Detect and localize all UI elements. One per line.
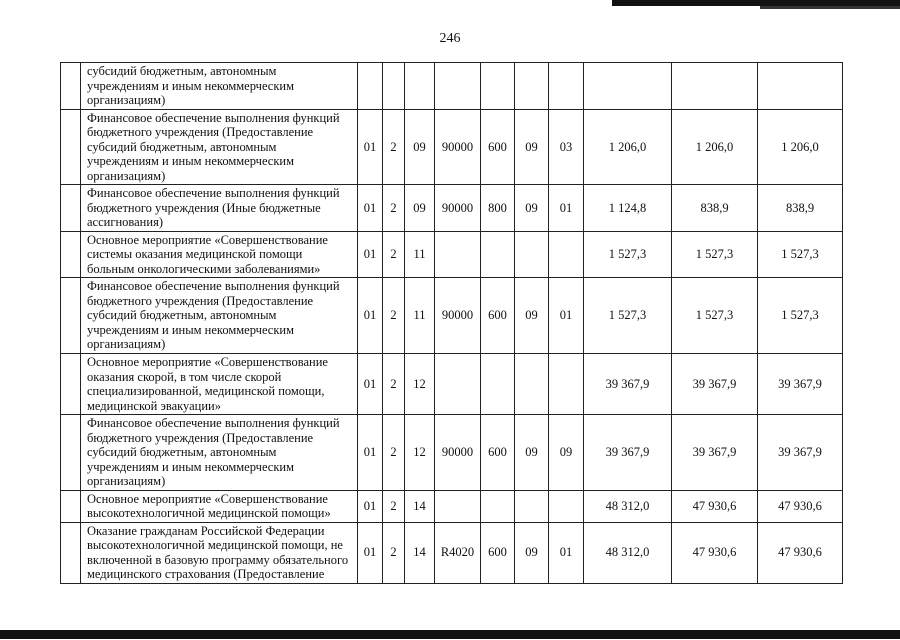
amount-year3-cell: 1 527,3 bbox=[758, 231, 843, 278]
amount-year2-cell: 838,9 bbox=[672, 185, 758, 232]
amount-year1-cell: 39 367,9 bbox=[584, 354, 672, 415]
row-description-cell: Оказание гражданам Российской Федерации высокотехнологичной медицинской помощи, не включенной в базовую программу обязательного медицинского страхования (Предоставление bbox=[81, 522, 358, 583]
amount-year2-cell: 39 367,9 bbox=[672, 354, 758, 415]
code-activity-cell: 11 bbox=[405, 231, 435, 278]
code-expense-type-cell bbox=[481, 354, 515, 415]
code-activity-cell: 12 bbox=[405, 354, 435, 415]
code-subsection-cell: 09 bbox=[549, 415, 584, 491]
amount-year2-cell: 1 527,3 bbox=[672, 231, 758, 278]
row-description-cell: Основное мероприятие «Совершенствование оказания скорой, в том числе скорой специализированной, медицинской помощи, медицинской эвакуации» bbox=[81, 354, 358, 415]
code-subsection-cell bbox=[549, 354, 584, 415]
code-program-cell: 01 bbox=[358, 109, 383, 185]
code-activity-cell: 09 bbox=[405, 185, 435, 232]
code-direction-cell bbox=[435, 490, 481, 522]
code-activity-cell: 09 bbox=[405, 109, 435, 185]
row-description-cell: субсидий бюджетным, автономным учреждениям и иным некоммерческим организациям) bbox=[81, 63, 358, 110]
table-row bbox=[61, 63, 843, 110]
table-row bbox=[61, 185, 843, 232]
row-left-blank-cell bbox=[61, 278, 81, 354]
row-description-cell: Финансовое обеспечение выполнения функций бюджетного учреждения (Предоставление субсидий бюджетным, автономным учреждениям и иным некоммерческим организациям) bbox=[81, 109, 358, 185]
amount-year3-cell: 838,9 bbox=[758, 185, 843, 232]
code-subprogram-cell: 2 bbox=[383, 185, 405, 232]
code-direction-cell: 90000 bbox=[435, 415, 481, 491]
code-program-cell: 01 bbox=[358, 278, 383, 354]
row-left-blank-cell bbox=[61, 185, 81, 232]
code-subsection-cell: 03 bbox=[549, 109, 584, 185]
code-activity-cell: 12 bbox=[405, 415, 435, 491]
code-program-cell: 01 bbox=[358, 185, 383, 232]
row-left-blank-cell bbox=[61, 231, 81, 278]
page-number: 246 bbox=[439, 31, 461, 46]
amount-year1-cell: 1 206,0 bbox=[584, 109, 672, 185]
table-row bbox=[61, 278, 843, 354]
code-program-cell: 01 bbox=[358, 415, 383, 491]
code-subprogram-cell: 2 bbox=[383, 278, 405, 354]
code-expense-type-cell bbox=[481, 63, 515, 110]
code-program-cell: 01 bbox=[358, 522, 383, 583]
code-expense-type-cell: 600 bbox=[481, 109, 515, 185]
code-program-cell bbox=[358, 63, 383, 110]
code-section-cell bbox=[515, 63, 549, 110]
code-direction-cell: 90000 bbox=[435, 185, 481, 232]
amount-year3-cell: 1 206,0 bbox=[758, 109, 843, 185]
amount-year2-cell: 39 367,9 bbox=[672, 415, 758, 491]
code-direction-cell bbox=[435, 354, 481, 415]
code-section-cell bbox=[515, 231, 549, 278]
code-expense-type-cell bbox=[481, 231, 515, 278]
code-section-cell: 09 bbox=[515, 522, 549, 583]
amount-year3-cell: 39 367,9 bbox=[758, 354, 843, 415]
code-subsection-cell bbox=[549, 490, 584, 522]
code-expense-type-cell: 600 bbox=[481, 522, 515, 583]
code-activity-cell: 14 bbox=[405, 522, 435, 583]
table-row bbox=[61, 109, 843, 185]
budget-table-body bbox=[61, 63, 843, 584]
code-subsection-cell: 01 bbox=[549, 522, 584, 583]
row-left-blank-cell bbox=[61, 415, 81, 491]
amount-year1-cell: 48 312,0 bbox=[584, 490, 672, 522]
code-activity-cell bbox=[405, 63, 435, 110]
amount-year1-cell: 1 124,8 bbox=[584, 185, 672, 232]
amount-year3-cell bbox=[758, 63, 843, 110]
code-subprogram-cell: 2 bbox=[383, 415, 405, 491]
code-subprogram-cell bbox=[383, 63, 405, 110]
amount-year3-cell: 1 527,3 bbox=[758, 278, 843, 354]
table-row bbox=[61, 354, 843, 415]
code-subsection-cell: 01 bbox=[549, 278, 584, 354]
amount-year2-cell: 1 527,3 bbox=[672, 278, 758, 354]
code-program-cell: 01 bbox=[358, 231, 383, 278]
code-activity-cell: 11 bbox=[405, 278, 435, 354]
table-row bbox=[61, 490, 843, 522]
code-section-cell: 09 bbox=[515, 109, 549, 185]
code-subprogram-cell: 2 bbox=[383, 231, 405, 278]
row-description-cell: Основное мероприятие «Совершенствование высокотехнологичной медицинской помощи» bbox=[81, 490, 358, 522]
code-expense-type-cell: 800 bbox=[481, 185, 515, 232]
code-subprogram-cell: 2 bbox=[383, 109, 405, 185]
code-direction-cell: R4020 bbox=[435, 522, 481, 583]
amount-year1-cell: 48 312,0 bbox=[584, 522, 672, 583]
code-subsection-cell bbox=[549, 63, 584, 110]
bottom-edge-rule bbox=[0, 630, 900, 639]
amount-year2-cell: 1 206,0 bbox=[672, 109, 758, 185]
row-left-blank-cell bbox=[61, 109, 81, 185]
code-section-cell: 09 bbox=[515, 185, 549, 232]
table-row bbox=[61, 231, 843, 278]
code-direction-cell bbox=[435, 231, 481, 278]
code-activity-cell: 14 bbox=[405, 490, 435, 522]
amount-year3-cell: 47 930,6 bbox=[758, 490, 843, 522]
top-edge-rule-thin bbox=[760, 6, 900, 9]
code-direction-cell: 90000 bbox=[435, 278, 481, 354]
table-row bbox=[61, 522, 843, 583]
code-expense-type-cell: 600 bbox=[481, 278, 515, 354]
amount-year3-cell: 47 930,6 bbox=[758, 522, 843, 583]
row-left-blank-cell bbox=[61, 63, 81, 110]
code-section-cell bbox=[515, 354, 549, 415]
code-section-cell: 09 bbox=[515, 415, 549, 491]
budget-table bbox=[60, 62, 843, 584]
amount-year1-cell: 1 527,3 bbox=[584, 231, 672, 278]
code-section-cell: 09 bbox=[515, 278, 549, 354]
amount-year2-cell: 47 930,6 bbox=[672, 522, 758, 583]
amount-year1-cell bbox=[584, 63, 672, 110]
code-expense-type-cell bbox=[481, 490, 515, 522]
code-expense-type-cell: 600 bbox=[481, 415, 515, 491]
row-left-blank-cell bbox=[61, 522, 81, 583]
row-description-cell: Финансовое обеспечение выполнения функций бюджетного учреждения (Предоставление субсидий бюджетным, автономным учреждениям и иным некоммерческим организациям) bbox=[81, 415, 358, 491]
amount-year1-cell: 39 367,9 bbox=[584, 415, 672, 491]
code-section-cell bbox=[515, 490, 549, 522]
row-description-cell: Основное мероприятие «Совершенствование системы оказания медицинской помощи больным онкологическими заболеваниями» bbox=[81, 231, 358, 278]
row-description-cell: Финансовое обеспечение выполнения функций бюджетного учреждения (Предоставление субсидий бюджетным, автономным учреждениям и иным некоммерческим организациям) bbox=[81, 278, 358, 354]
row-left-blank-cell bbox=[61, 490, 81, 522]
row-description-cell: Финансовое обеспечение выполнения функций бюджетного учреждения (Иные бюджетные ассигнования) bbox=[81, 185, 358, 232]
amount-year1-cell: 1 527,3 bbox=[584, 278, 672, 354]
code-program-cell: 01 bbox=[358, 354, 383, 415]
code-subprogram-cell: 2 bbox=[383, 522, 405, 583]
code-direction-cell bbox=[435, 63, 481, 110]
code-subprogram-cell: 2 bbox=[383, 354, 405, 415]
amount-year2-cell: 47 930,6 bbox=[672, 490, 758, 522]
table-row bbox=[61, 415, 843, 491]
amount-year2-cell bbox=[672, 63, 758, 110]
amount-year3-cell: 39 367,9 bbox=[758, 415, 843, 491]
code-program-cell: 01 bbox=[358, 490, 383, 522]
code-subprogram-cell: 2 bbox=[383, 490, 405, 522]
code-direction-cell: 90000 bbox=[435, 109, 481, 185]
code-subsection-cell bbox=[549, 231, 584, 278]
code-subsection-cell: 01 bbox=[549, 185, 584, 232]
row-left-blank-cell bbox=[61, 354, 81, 415]
